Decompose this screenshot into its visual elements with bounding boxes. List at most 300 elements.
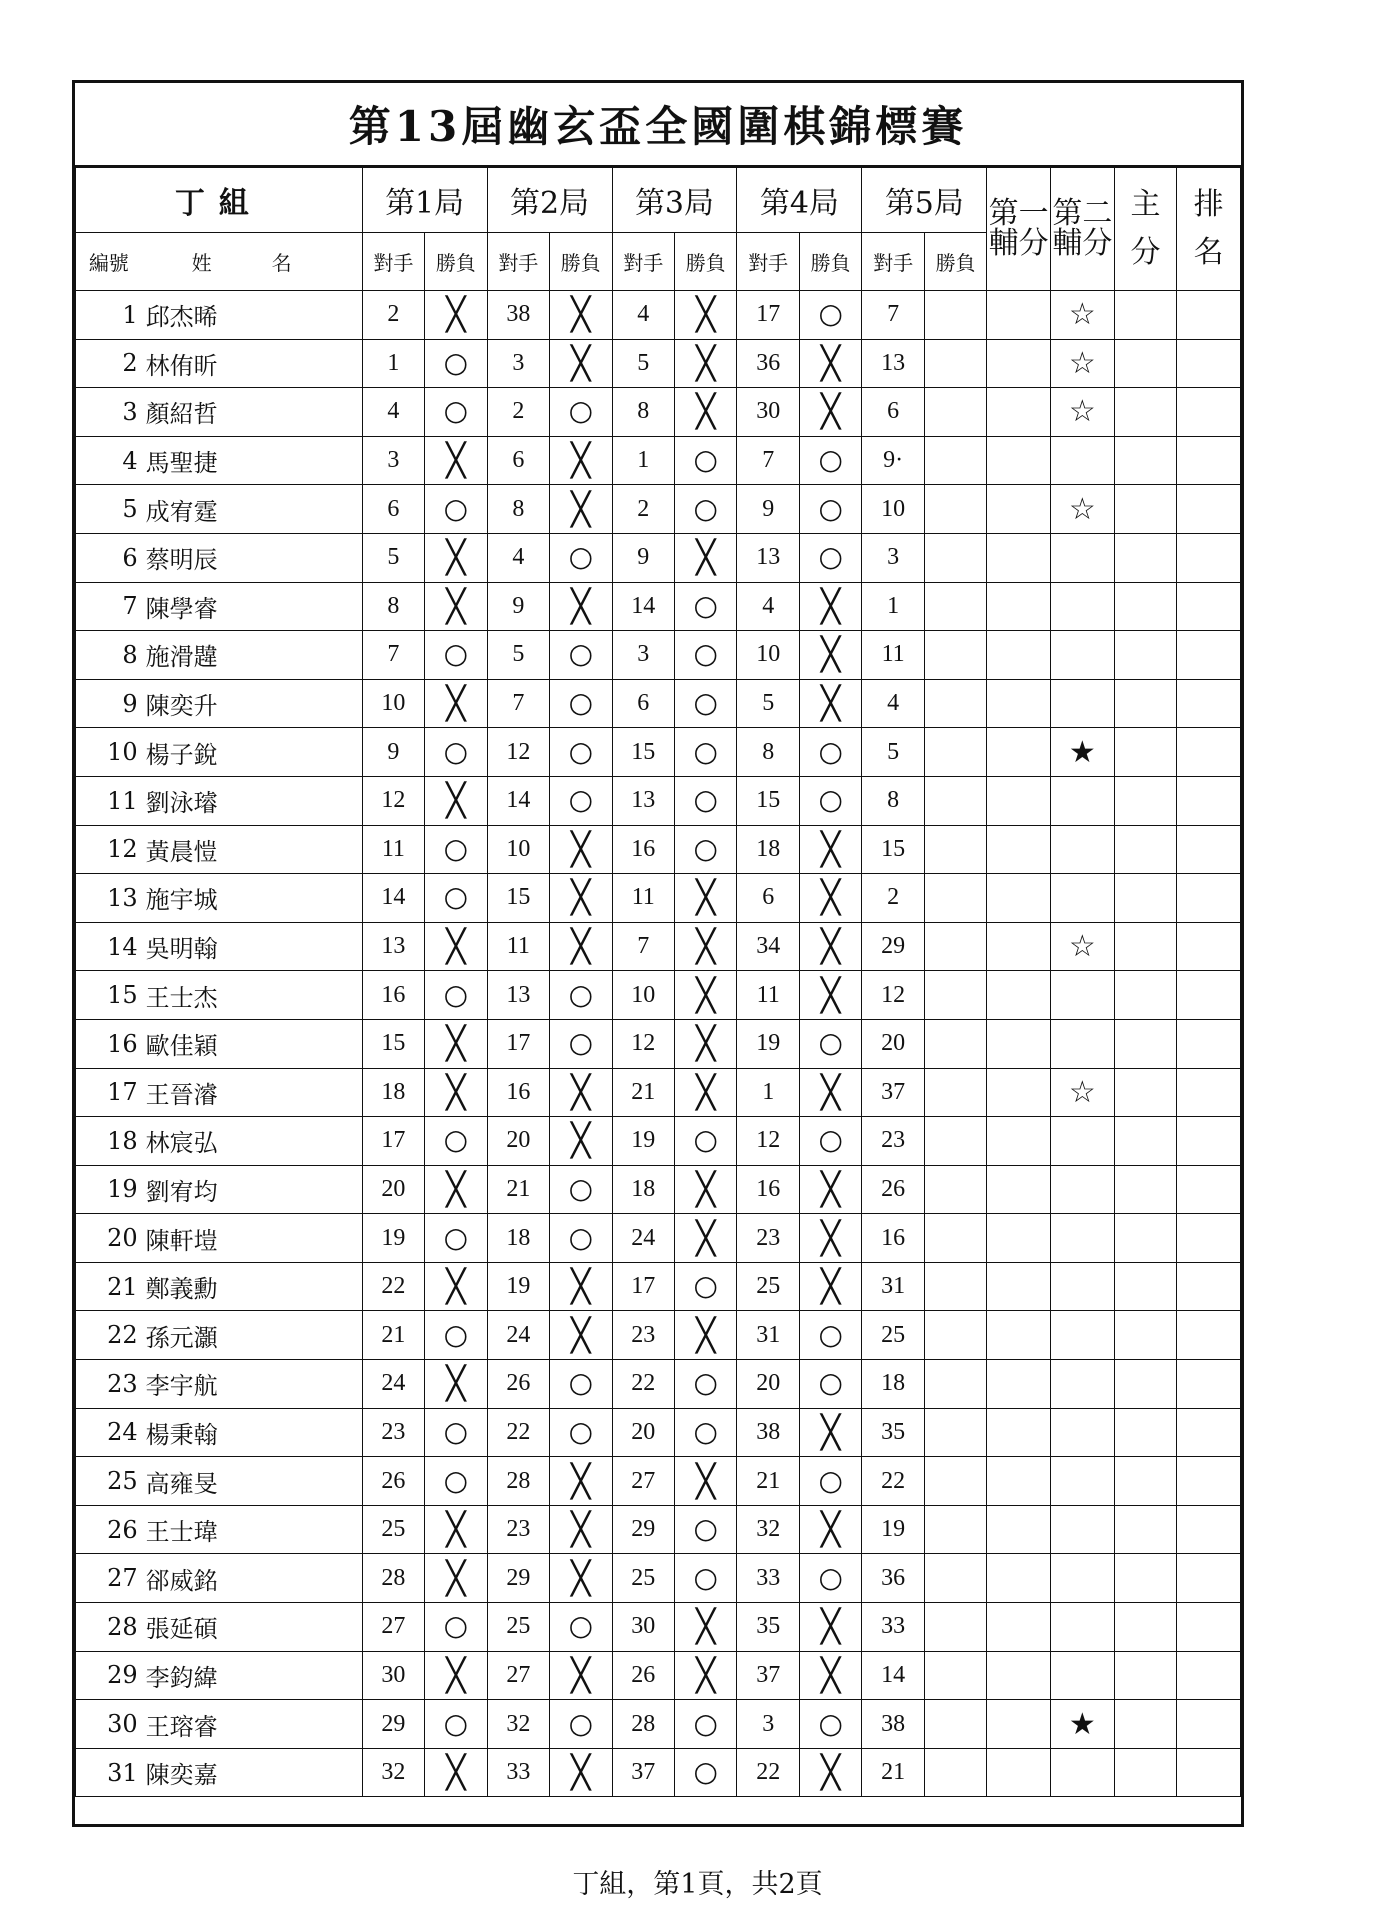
loss-cross-icon: ╳ xyxy=(446,927,466,966)
loss-cross-icon: ╳ xyxy=(821,1412,841,1451)
aux-score-2-cell xyxy=(1051,1748,1115,1797)
round-1-opponent: 32 xyxy=(362,1748,424,1797)
rank-cell xyxy=(1177,1311,1241,1360)
loss-cross-icon: ╳ xyxy=(696,1607,716,1646)
rank-line1: 排 xyxy=(1193,187,1224,222)
round-2-result xyxy=(550,1554,612,1603)
round-4-opponent: 8 xyxy=(737,728,799,777)
round-1-opponent: 22 xyxy=(362,1262,424,1311)
table-row xyxy=(76,971,1241,1020)
win-circle-icon: ○ xyxy=(568,1609,593,1643)
round-4-result xyxy=(799,922,861,971)
round-4-result xyxy=(799,1603,861,1652)
round-5-opponent: 21 xyxy=(862,1748,924,1797)
round-4-result xyxy=(799,631,861,680)
rank-cell xyxy=(1177,1214,1241,1263)
round-5-result-empty xyxy=(924,436,986,485)
round-3-opponent: 29 xyxy=(612,1505,674,1554)
win-circle-icon: ○ xyxy=(693,491,718,525)
aux-score-2-cell xyxy=(1051,1214,1115,1263)
win-circle-icon: ○ xyxy=(568,540,593,574)
main-score-header xyxy=(1114,168,1176,291)
loss-cross-icon: ╳ xyxy=(571,829,591,868)
win-circle-icon: ○ xyxy=(693,831,718,865)
round-1-result xyxy=(425,1505,487,1554)
round-2-opponent: 14 xyxy=(487,776,549,825)
round-5-result-empty xyxy=(924,1311,986,1360)
round-4-result xyxy=(799,1262,861,1311)
loss-cross-icon: ╳ xyxy=(696,343,716,382)
round-2-opponent: 13 xyxy=(487,971,549,1020)
round-1-opponent: 23 xyxy=(362,1408,424,1457)
round-3-opponent: 22 xyxy=(612,1360,674,1409)
round-1-opponent: 25 xyxy=(362,1505,424,1554)
round-3-opponent: 30 xyxy=(612,1603,674,1652)
rank-cell xyxy=(1177,1165,1241,1214)
aux-score-1-cell xyxy=(987,971,1051,1020)
player-name: 楊秉翰 xyxy=(142,1408,363,1457)
aux-score-1-cell xyxy=(987,679,1051,728)
header-row-rounds xyxy=(76,168,1241,233)
table-row xyxy=(76,1408,1241,1457)
round-1-opponent-header: 對手 xyxy=(362,233,424,291)
table-row xyxy=(76,728,1241,777)
round-5-opponent: 23 xyxy=(862,1117,924,1166)
win-circle-icon: ○ xyxy=(818,734,843,768)
rank-cell xyxy=(1177,1700,1241,1749)
round-2-result xyxy=(550,874,612,923)
round-3-result xyxy=(674,679,736,728)
rank-cell xyxy=(1177,533,1241,582)
round-1-result xyxy=(425,874,487,923)
loss-cross-icon: ╳ xyxy=(571,441,591,480)
round-2-opponent: 29 xyxy=(487,1554,549,1603)
round-1-opponent: 28 xyxy=(362,1554,424,1603)
main-score-cell xyxy=(1114,1019,1176,1068)
star-hollow-icon: ☆ xyxy=(1068,345,1096,381)
round-3-opponent: 10 xyxy=(612,971,674,1020)
round-1-opponent: 10 xyxy=(362,679,424,728)
round-4-opponent: 33 xyxy=(737,1554,799,1603)
loss-cross-icon: ╳ xyxy=(571,878,591,917)
loss-cross-icon: ╳ xyxy=(446,586,466,625)
round-5-result-empty xyxy=(924,1214,986,1263)
round-5-result-empty xyxy=(924,533,986,582)
round-4-result xyxy=(799,533,861,582)
round-2-opponent: 25 xyxy=(487,1603,549,1652)
round-1-opponent: 26 xyxy=(362,1457,424,1506)
loss-cross-icon: ╳ xyxy=(821,392,841,431)
round-2-result xyxy=(550,1651,612,1700)
aux-score-2-cell xyxy=(1051,1505,1115,1554)
player-name: 施宇城 xyxy=(142,874,363,923)
round-2-opponent: 19 xyxy=(487,1262,549,1311)
round-5-opponent: 25 xyxy=(862,1311,924,1360)
round-3-result xyxy=(674,582,736,631)
round-2-result xyxy=(550,971,612,1020)
player-name: 林侑昕 xyxy=(142,339,363,388)
round-3-result xyxy=(674,631,736,680)
rank-cell xyxy=(1177,1505,1241,1554)
round-3-result xyxy=(674,1117,736,1166)
rank-cell xyxy=(1177,922,1241,971)
win-circle-icon: ○ xyxy=(443,1317,469,1351)
win-circle-icon: ○ xyxy=(443,1706,469,1740)
aux-score-1-cell xyxy=(987,1408,1051,1457)
round-2-opponent: 20 xyxy=(487,1117,549,1166)
aux-score-2-cell xyxy=(1051,679,1115,728)
loss-cross-icon: ╳ xyxy=(696,878,716,917)
loss-cross-icon: ╳ xyxy=(571,1121,591,1160)
round-2-result xyxy=(550,825,612,874)
table-row xyxy=(76,388,1241,437)
win-circle-icon: ○ xyxy=(568,1171,593,1205)
aux-score-2-cell xyxy=(1051,1457,1115,1506)
round-1-result xyxy=(425,1603,487,1652)
round-2-result xyxy=(550,1214,612,1263)
round-1-result xyxy=(425,1651,487,1700)
round-1-result xyxy=(425,922,487,971)
number-header: 編號 xyxy=(76,233,142,291)
table-row xyxy=(76,776,1241,825)
round-3-result xyxy=(674,388,736,437)
table-row xyxy=(76,631,1241,680)
aux-score-1-cell xyxy=(987,825,1051,874)
round-3-opponent: 28 xyxy=(612,1700,674,1749)
sheet-title: 第13屆幽玄盃全國圍棋錦標賽 xyxy=(75,83,1241,167)
player-name: 王晉濬 xyxy=(142,1068,363,1117)
round-2-opponent: 9 xyxy=(487,582,549,631)
round-1-opponent: 9 xyxy=(362,728,424,777)
rank-cell xyxy=(1177,1117,1241,1166)
page-footer: 丁組，第1頁，共2頁 xyxy=(572,1869,823,1900)
round-1-opponent: 4 xyxy=(362,388,424,437)
main-score-cell xyxy=(1114,1700,1176,1749)
rank-cell xyxy=(1177,1360,1241,1409)
player-name: 鄭義勳 xyxy=(142,1262,363,1311)
round-4-opponent: 22 xyxy=(737,1748,799,1797)
round-2-opponent: 18 xyxy=(487,1214,549,1263)
star-filled-icon: ★ xyxy=(1068,1706,1096,1742)
round-3-result xyxy=(674,776,736,825)
round-2-opponent: 38 xyxy=(487,291,549,340)
main-score-cell xyxy=(1114,388,1176,437)
aux-score-1-cell xyxy=(987,436,1051,485)
aux-score-2-cell xyxy=(1051,1117,1115,1166)
round-2-result xyxy=(550,728,612,777)
round-3-opponent: 13 xyxy=(612,776,674,825)
main-score-cell xyxy=(1114,291,1176,340)
aux-score-2-cell xyxy=(1051,776,1115,825)
win-circle-icon: ○ xyxy=(693,1123,718,1157)
table-row xyxy=(76,679,1241,728)
round-3-result xyxy=(674,485,736,534)
round-2-opponent-header: 對手 xyxy=(487,233,549,291)
round-3-opponent: 6 xyxy=(612,679,674,728)
table-row xyxy=(76,1505,1241,1554)
player-number: 28 xyxy=(76,1603,142,1652)
aux-score-2-cell xyxy=(1051,1603,1115,1652)
player-name: 邱杰晞 xyxy=(142,291,363,340)
round-3-opponent: 4 xyxy=(612,291,674,340)
player-name: 王瑢睿 xyxy=(142,1700,363,1749)
round-3-opponent: 5 xyxy=(612,339,674,388)
loss-cross-icon: ╳ xyxy=(446,1024,466,1063)
loss-cross-icon: ╳ xyxy=(446,1753,466,1792)
round-5-opponent: 19 xyxy=(862,1505,924,1554)
aux-score-1-cell xyxy=(987,1651,1051,1700)
round-5-opponent: 15 xyxy=(862,825,924,874)
player-number: 29 xyxy=(76,1651,142,1700)
loss-cross-icon: ╳ xyxy=(821,586,841,625)
aux-score-1-cell xyxy=(987,1360,1051,1409)
main-score-cell xyxy=(1114,436,1176,485)
round-5-opponent: 10 xyxy=(862,485,924,534)
round-1-result xyxy=(425,388,487,437)
round-1-result xyxy=(425,1748,487,1797)
round-5-opponent: 2 xyxy=(862,874,924,923)
round-2-opponent: 2 xyxy=(487,388,549,437)
round-2-opponent: 17 xyxy=(487,1019,549,1068)
round-1-result xyxy=(425,776,487,825)
round-2-result xyxy=(550,922,612,971)
round-3-opponent: 25 xyxy=(612,1554,674,1603)
round-3-opponent: 3 xyxy=(612,631,674,680)
round-5-opponent: 13 xyxy=(862,339,924,388)
loss-cross-icon: ╳ xyxy=(446,441,466,480)
round-4-opponent: 35 xyxy=(737,1603,799,1652)
player-name: 吳明翰 xyxy=(142,922,363,971)
round-1-result xyxy=(425,825,487,874)
round-2-result xyxy=(550,339,612,388)
win-circle-icon: ○ xyxy=(568,637,593,671)
round-5-result-empty xyxy=(924,971,986,1020)
player-number: 11 xyxy=(76,776,142,825)
win-circle-icon: ○ xyxy=(568,1220,593,1254)
player-name: 歐佳穎 xyxy=(142,1019,363,1068)
round-4-opponent: 15 xyxy=(737,776,799,825)
win-circle-icon: ○ xyxy=(443,345,469,379)
round-5-opponent: 36 xyxy=(862,1554,924,1603)
rank-cell xyxy=(1177,728,1241,777)
loss-cross-icon: ╳ xyxy=(821,343,841,382)
win-circle-icon: ○ xyxy=(568,977,593,1011)
round-5-opponent: 5 xyxy=(862,728,924,777)
round-1-result xyxy=(425,1700,487,1749)
player-number: 8 xyxy=(76,631,142,680)
round-2-result xyxy=(550,1117,612,1166)
loss-cross-icon: ╳ xyxy=(446,1267,466,1306)
round-3-result xyxy=(674,1603,736,1652)
round-2-opponent: 6 xyxy=(487,436,549,485)
table-row xyxy=(76,1603,1241,1652)
aux-score-1-cell xyxy=(987,728,1051,777)
round-3-result xyxy=(674,1165,736,1214)
round-3-result xyxy=(674,971,736,1020)
main-score-cell xyxy=(1114,971,1176,1020)
round-3-result xyxy=(674,1457,736,1506)
round-1-result xyxy=(425,1360,487,1409)
loss-cross-icon: ╳ xyxy=(696,1461,716,1500)
rank-cell xyxy=(1177,776,1241,825)
loss-cross-icon: ╳ xyxy=(821,878,841,917)
win-circle-icon: ○ xyxy=(443,880,469,914)
round-3-opponent: 18 xyxy=(612,1165,674,1214)
round-3-opponent: 1 xyxy=(612,436,674,485)
rank-cell xyxy=(1177,1262,1241,1311)
round-1-result-header: 勝負 xyxy=(425,233,487,291)
round-4-opponent: 1 xyxy=(737,1068,799,1117)
rank-cell xyxy=(1177,339,1241,388)
round-3-result xyxy=(674,1068,736,1117)
player-name: 李鈞緯 xyxy=(142,1651,363,1700)
player-number: 1 xyxy=(76,291,142,340)
round-4-opponent: 9 xyxy=(737,485,799,534)
aux-score-1-cell xyxy=(987,533,1051,582)
round-4-result xyxy=(799,874,861,923)
loss-cross-icon: ╳ xyxy=(446,684,466,723)
round-5-opponent: 26 xyxy=(862,1165,924,1214)
loss-cross-icon: ╳ xyxy=(821,975,841,1014)
main-score-cell xyxy=(1114,874,1176,923)
win-circle-icon: ○ xyxy=(818,491,843,525)
round-4-opponent: 13 xyxy=(737,533,799,582)
round-4-opponent: 19 xyxy=(737,1019,799,1068)
loss-cross-icon: ╳ xyxy=(446,1655,466,1694)
round-5-opponent: 9· xyxy=(862,436,924,485)
round-3-opponent: 12 xyxy=(612,1019,674,1068)
round-4-opponent: 36 xyxy=(737,339,799,388)
table-row xyxy=(76,825,1241,874)
round-5-result-empty xyxy=(924,1603,986,1652)
table-row xyxy=(76,922,1241,971)
round-2-opponent: 27 xyxy=(487,1651,549,1700)
round-4-opponent: 12 xyxy=(737,1117,799,1166)
round-1-result xyxy=(425,1214,487,1263)
loss-cross-icon: ╳ xyxy=(821,1607,841,1646)
round-1-header: 第1局 xyxy=(362,168,487,233)
aux-score-2-cell xyxy=(1051,971,1115,1020)
player-number: 19 xyxy=(76,1165,142,1214)
win-circle-icon: ○ xyxy=(693,783,718,817)
star-hollow-icon: ☆ xyxy=(1068,929,1096,965)
loss-cross-icon: ╳ xyxy=(696,1218,716,1257)
table-row xyxy=(76,339,1241,388)
main-score-cell xyxy=(1114,1408,1176,1457)
round-2-opponent: 7 xyxy=(487,679,549,728)
main-score-cell xyxy=(1114,679,1176,728)
round-3-result xyxy=(674,1651,736,1700)
aux-score-2-cell xyxy=(1051,436,1115,485)
aux-score-2-cell xyxy=(1051,728,1115,777)
round-4-opponent: 10 xyxy=(737,631,799,680)
round-3-result xyxy=(674,1019,736,1068)
round-1-opponent: 17 xyxy=(362,1117,424,1166)
round-1-result xyxy=(425,582,487,631)
table-row xyxy=(76,1068,1241,1117)
round-5-result-empty xyxy=(924,922,986,971)
aux2-line2: 輔分 xyxy=(1052,226,1113,261)
round-1-result xyxy=(425,339,487,388)
loss-cross-icon: ╳ xyxy=(696,1655,716,1694)
round-3-opponent: 37 xyxy=(612,1748,674,1797)
loss-cross-icon: ╳ xyxy=(696,1072,716,1111)
round-5-result-empty xyxy=(924,1068,986,1117)
player-name: 馬聖捷 xyxy=(142,436,363,485)
table-row xyxy=(76,1019,1241,1068)
round-1-opponent: 5 xyxy=(362,533,424,582)
round-3-opponent: 14 xyxy=(612,582,674,631)
loss-cross-icon: ╳ xyxy=(696,1315,716,1354)
round-3-result xyxy=(674,1700,736,1749)
round-1-opponent: 29 xyxy=(362,1700,424,1749)
round-4-result xyxy=(799,1748,861,1797)
round-2-result xyxy=(550,388,612,437)
main-score-cell xyxy=(1114,1457,1176,1506)
aux-score-2-header xyxy=(1051,168,1115,291)
round-3-opponent: 16 xyxy=(612,825,674,874)
player-name: 張延碩 xyxy=(142,1603,363,1652)
loss-cross-icon: ╳ xyxy=(571,1315,591,1354)
round-2-opponent: 22 xyxy=(487,1408,549,1457)
round-4-opponent: 4 xyxy=(737,582,799,631)
rank-cell xyxy=(1177,1019,1241,1068)
player-name: 陳軒塏 xyxy=(142,1214,363,1263)
round-5-result-empty xyxy=(924,1408,986,1457)
round-5-opponent: 37 xyxy=(862,1068,924,1117)
round-1-result xyxy=(425,971,487,1020)
round-4-opponent: 21 xyxy=(737,1457,799,1506)
aux-score-2-cell xyxy=(1051,533,1115,582)
aux1-line2: 輔分 xyxy=(988,226,1049,261)
round-4-result xyxy=(799,1554,861,1603)
win-circle-icon: ○ xyxy=(693,443,718,477)
round-3-result xyxy=(674,533,736,582)
round-2-result xyxy=(550,1165,612,1214)
round-1-result xyxy=(425,1554,487,1603)
loss-cross-icon: ╳ xyxy=(696,1169,716,1208)
round-2-result xyxy=(550,485,612,534)
player-number: 26 xyxy=(76,1505,142,1554)
player-name: 高雍旻 xyxy=(142,1457,363,1506)
rank-cell xyxy=(1177,1603,1241,1652)
loss-cross-icon: ╳ xyxy=(571,1510,591,1549)
win-circle-icon: ○ xyxy=(818,540,843,574)
aux-score-2-cell xyxy=(1051,922,1115,971)
aux-score-2-cell xyxy=(1051,1554,1115,1603)
round-2-result xyxy=(550,582,612,631)
table-row xyxy=(76,874,1241,923)
round-5-result-empty xyxy=(924,1262,986,1311)
round-4-opponent: 30 xyxy=(737,388,799,437)
table-row xyxy=(76,1457,1241,1506)
aux-score-2-cell xyxy=(1051,1408,1115,1457)
main-score-cell xyxy=(1114,1554,1176,1603)
round-2-opponent: 32 xyxy=(487,1700,549,1749)
aux-score-1-cell xyxy=(987,1457,1051,1506)
main-score-line2: 分 xyxy=(1130,235,1161,270)
round-5-opponent: 7 xyxy=(862,291,924,340)
round-3-result xyxy=(674,728,736,777)
round-4-opponent: 5 xyxy=(737,679,799,728)
rank-cell xyxy=(1177,291,1241,340)
round-4-opponent: 25 xyxy=(737,1262,799,1311)
win-circle-icon: ○ xyxy=(693,1560,718,1594)
round-3-opponent: 2 xyxy=(612,485,674,534)
round-3-result xyxy=(674,1505,736,1554)
main-score-cell xyxy=(1114,582,1176,631)
round-4-header: 第4局 xyxy=(737,168,862,233)
